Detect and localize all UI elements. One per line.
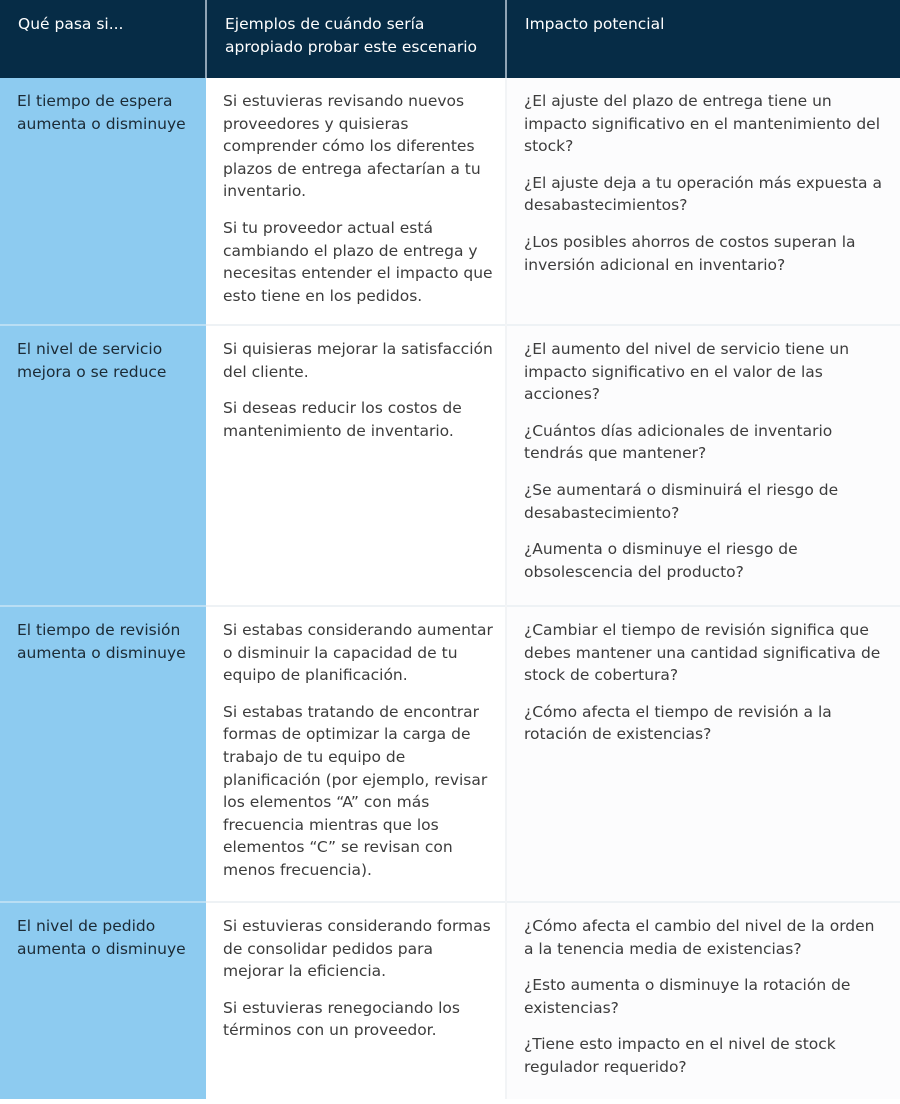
- examples-cell: [206, 606, 506, 902]
- scenario-cell: El tiempo de espera aumenta o disminuye: [0, 78, 206, 325]
- table-row: [0, 78, 900, 325]
- example-text: Si estuvieras revisando nuevos proveedores y quisieras comprender cómo los diferentes plazos de entrega afectarían a tu inventario.: [223, 92, 481, 201]
- impact-question: ¿El ajuste deja a tu operación más expuesta a desabastecimientos?: [524, 173, 882, 215]
- scenario-cell: El nivel de servicio mejora o se reduce: [0, 325, 206, 606]
- example-text: Si quisieras mejorar la satisfacción del cliente.: [223, 340, 493, 381]
- impact-question: ¿Cómo afecta el tiempo de revisión a la rotación de existencias?: [524, 702, 832, 744]
- examples-cell: [206, 78, 506, 325]
- impact-question: ¿Esto aumenta o disminuye la rotación de existencias?: [524, 976, 851, 1017]
- header-impact: Impacto potencial: [506, 0, 900, 78]
- impact-cell: [506, 325, 900, 606]
- impact-question: ¿El aumento del nivel de servicio tiene un impacto significativo en el valor de las acciones?: [524, 340, 850, 404]
- impact-question: ¿Aumenta o disminuye el riesgo de obsolescencia del producto?: [524, 540, 798, 581]
- impact-question: ¿Cambiar el tiempo de revisión significa que debes mantener una cantidad significativa de stock de cobertura?: [524, 621, 881, 685]
- header-examples: Ejemplos de cuándo sería apropiado probar este escenario: [206, 0, 506, 78]
- impact-cell: [506, 606, 900, 902]
- table-row: [0, 325, 900, 606]
- impact-question: ¿Se aumentará o disminuirá el riesgo de desabastecimiento?: [524, 480, 839, 522]
- scenario-cell: El nivel de pedido aumenta o disminuye: [0, 902, 206, 1099]
- examples-cell: [206, 325, 506, 606]
- header-what-if: Qué pasa si...: [0, 0, 206, 78]
- impact-question: ¿El ajuste del plazo de entrega tiene un impacto significativo en el mantenimiento del stock?: [524, 92, 881, 156]
- table-row: [0, 902, 900, 1099]
- impact-cell: [506, 902, 900, 1099]
- impact-question: ¿Los posibles ahorros de costos superan la inversión adicional en inventario?: [524, 232, 856, 274]
- impact-cell: [506, 78, 900, 325]
- example-text: Si estuvieras renegociando los términos con un proveedor.: [223, 998, 460, 1040]
- table-header: [0, 0, 900, 78]
- impact-question: ¿Tiene esto impacto en el nivel de stock regulador requerido?: [524, 1035, 836, 1076]
- examples-cell: [206, 902, 506, 1099]
- example-text: Si deseas reducir los costos de mantenimiento de inventario.: [223, 399, 462, 440]
- example-text: Si estabas tratando de encontrar formas de optimizar la carga de trabajo de tu equipo de planificación (por ejemplo, revisar los elementos “A” con más frecuencia mientras que los elementos “C” se revisan con menos frecuencia).: [223, 702, 488, 879]
- table-row: [0, 606, 900, 902]
- header-row: [0, 0, 900, 78]
- example-text: Si tu proveedor actual está cambiando el plazo de entrega y necesitas entender el impacto que esto tiene en los pedidos.: [223, 218, 493, 305]
- scenario-cell: El tiempo de revisión aumenta o disminuye: [0, 606, 206, 902]
- example-text: Si estabas considerando aumentar o disminuir la capacidad de tu equipo de planificación.: [223, 621, 493, 685]
- impact-question: ¿Cómo afecta el cambio del nivel de la orden a la tenencia media de existencias?: [524, 917, 875, 958]
- impact-question: ¿Cuántos días adicionales de inventario tendrás que mantener?: [524, 421, 833, 463]
- example-text: Si estuvieras considerando formas de consolidar pedidos para mejorar la eficiencia.: [223, 917, 491, 981]
- table-body: [0, 78, 900, 1099]
